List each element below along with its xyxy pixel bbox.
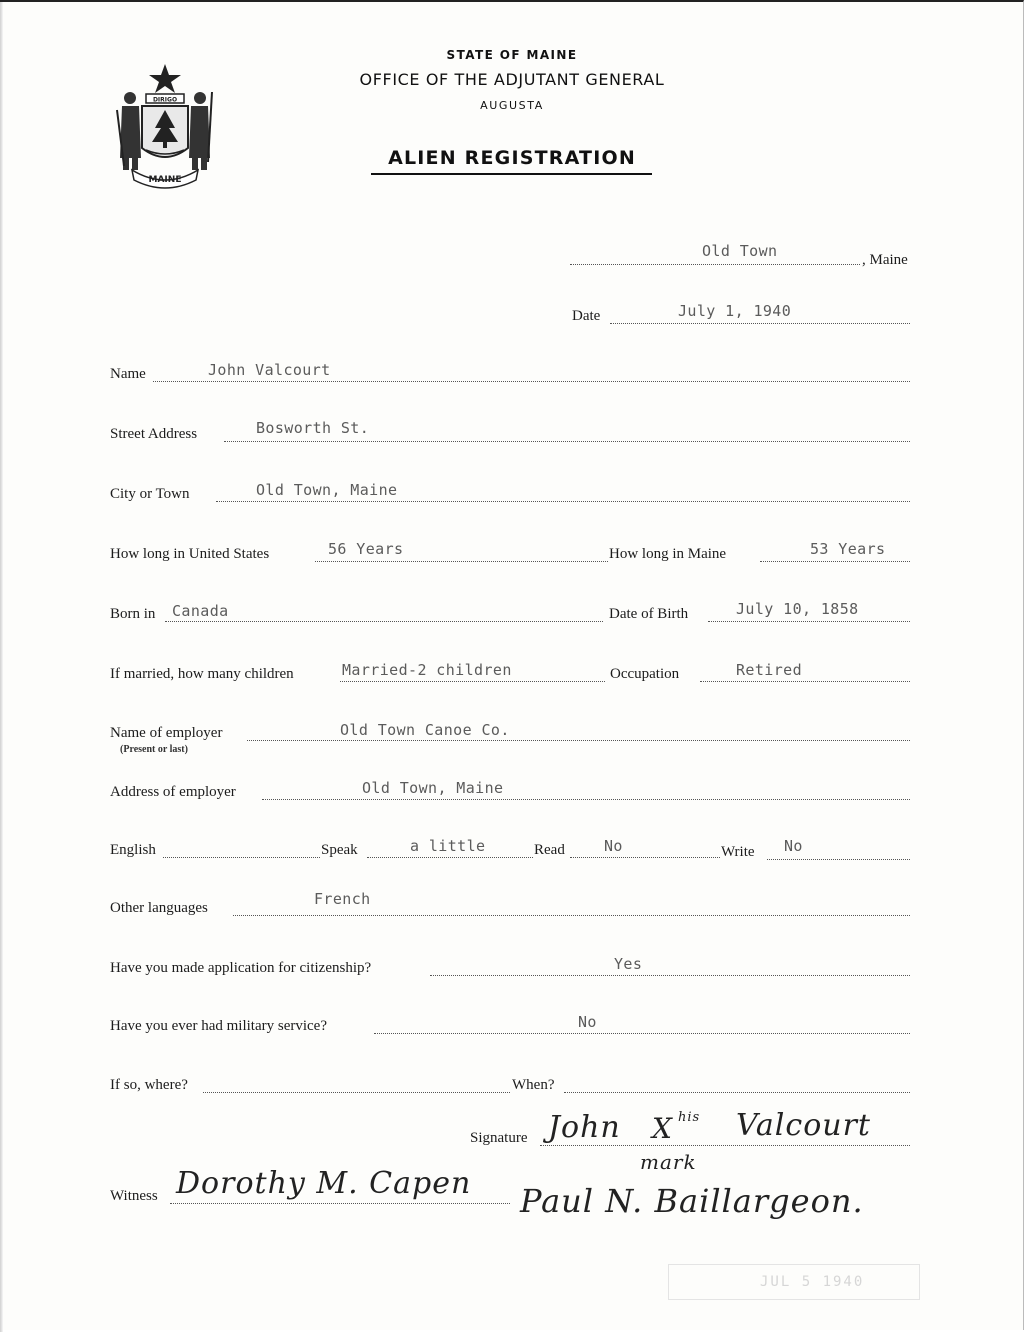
form-title: ALIEN REGISTRATION [388, 147, 636, 169]
witness-name-2: Paul N. Baillargeon. [520, 1182, 864, 1220]
employer-name-line [247, 740, 910, 741]
seal-banner-text: MAINE [148, 175, 182, 185]
citizenship-line [430, 975, 910, 976]
write-value: No [784, 837, 803, 855]
street-address-label: Street Address [110, 426, 198, 442]
other-languages-label: Other languages [110, 900, 208, 916]
employer-name-label: Name of employer [110, 725, 223, 741]
how-long-maine-value: 53 Years [810, 540, 886, 558]
citizenship-label: Have you made application for citizenship? [110, 960, 372, 976]
place-line [570, 264, 860, 265]
witness-line [170, 1203, 510, 1204]
signature-mark: mark [640, 1150, 697, 1174]
seal-motto-text: DIRIGO [152, 96, 178, 104]
write-line [767, 859, 910, 860]
header-state: STATE OF MAINE [446, 48, 578, 62]
name-value: John Valcourt [208, 361, 331, 379]
english-label: English [110, 842, 156, 858]
employer-name-value: Old Town Canoe Co. [340, 721, 510, 739]
how-long-us-value: 56 Years [328, 540, 404, 558]
occupation-line [700, 681, 910, 682]
read-value: No [604, 837, 623, 855]
military-label: Have you ever had military service? [110, 1018, 327, 1034]
street-address-line [224, 441, 910, 442]
signature-label: Signature [470, 1130, 528, 1146]
if-so-where-label: If so, where? [110, 1077, 188, 1093]
children-value: Married-2 children [342, 661, 512, 679]
header-city: AUGUSTA [480, 99, 544, 112]
signature-last-name: Valcourt [736, 1108, 871, 1143]
received-stamp: JUL 5 1940 [760, 1274, 865, 1290]
dob-line [708, 621, 910, 622]
signature-x-mark: X [652, 1112, 673, 1145]
military-line [374, 1033, 910, 1034]
children-line [340, 681, 605, 682]
signature-his: his [678, 1110, 701, 1125]
how-long-us-line [315, 561, 608, 562]
name-label: Name [110, 366, 146, 382]
occupation-label: Occupation [610, 666, 680, 682]
city-label: City or Town [110, 486, 190, 502]
place-suffix: , Maine [862, 252, 908, 268]
title-underline [371, 173, 652, 175]
date-label: Date [572, 308, 601, 324]
signature-line [540, 1145, 910, 1146]
military-value: No [578, 1013, 597, 1031]
employer-address-line [262, 799, 910, 800]
born-in-line [165, 621, 603, 622]
born-in-label: Born in [110, 606, 156, 622]
name-line [153, 381, 910, 382]
speak-value: a little [410, 837, 486, 855]
read-label: Read [534, 842, 565, 858]
occupation-value: Retired [736, 661, 803, 679]
other-languages-line [233, 915, 910, 916]
write-label: Write [721, 844, 755, 860]
speak-line [367, 857, 533, 858]
how-long-maine-label: How long in Maine [609, 546, 727, 562]
witness-label: Witness [110, 1188, 158, 1204]
header-office: OFFICE OF THE ADJUTANT GENERAL [359, 70, 665, 89]
signature-first-name: John [548, 1110, 621, 1145]
where-line [203, 1092, 510, 1093]
dob-label: Date of Birth [609, 606, 689, 622]
date-value: July 1, 1940 [678, 302, 792, 320]
employer-address-label: Address of employer [110, 784, 236, 800]
other-languages-value: French [314, 890, 371, 908]
dob-value: July 10, 1858 [736, 600, 859, 618]
witness-name-1: Dorothy M. Capen [176, 1166, 472, 1201]
born-in-value: Canada [172, 602, 229, 620]
how-long-us-label: How long in United States [110, 546, 270, 562]
speak-label: Speak [321, 842, 358, 858]
english-line [163, 857, 320, 858]
street-address-value: Bosworth St. [256, 419, 370, 437]
when-line [564, 1092, 910, 1093]
employer-address-value: Old Town, Maine [362, 779, 504, 797]
place-value: Old Town [702, 242, 778, 260]
date-line [610, 323, 910, 324]
city-line [216, 501, 910, 502]
read-line [570, 857, 720, 858]
city-value: Old Town, Maine [256, 481, 398, 499]
children-label: If married, how many children [110, 666, 294, 682]
how-long-maine-line [760, 561, 910, 562]
citizenship-value: Yes [614, 955, 643, 973]
scan-edge [0, 2, 3, 1332]
employer-name-note: (Present or last) [120, 744, 188, 755]
when-label: When? [512, 1077, 555, 1093]
